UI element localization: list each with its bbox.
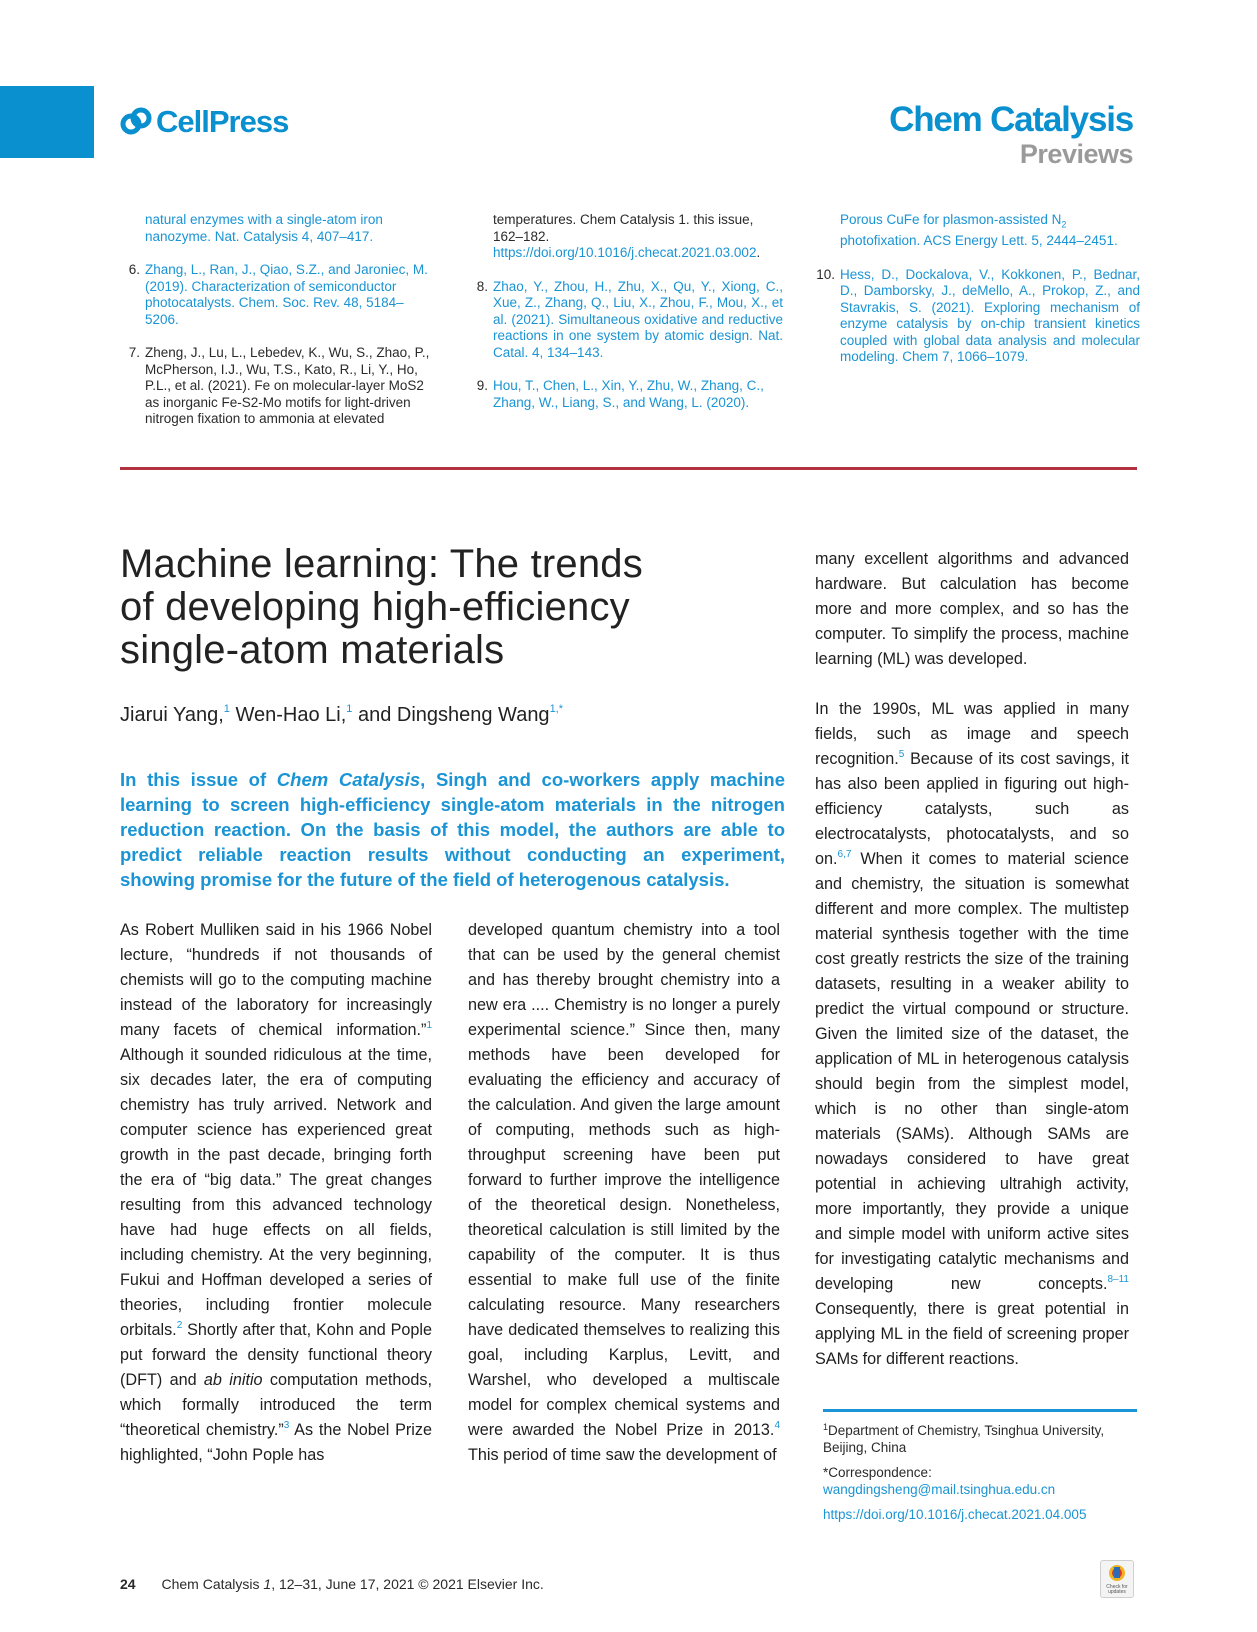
affiliation-marker[interactable]: 1,* [549, 703, 564, 715]
body-column-3 [815, 547, 1129, 1372]
reference-item [815, 267, 1140, 366]
body-column-1 [120, 918, 432, 1468]
reference-item [120, 345, 430, 428]
reference-number: 6. [128, 262, 140, 277]
citation-link[interactable]: 4 [774, 1420, 780, 1431]
reference-number: 10. [816, 266, 835, 282]
brand-color-block [0, 86, 94, 158]
body-paragraph: As Robert Mulliken said in his 1966 Nobel lecture, “hundreds if not thousands of chemists will go to the computing machine instead of the laboratory for increasingly many facets of chemical information.”$^1$ Although it sounded ridiculous at the time, six decades later, the era of computing chemistry has truly arrived. Network and computer science has experienced great growth in the past decade, bringing forth the era of “big data.” The great changes resulting from this advanced technology have had huge effects on all fields, including chemistry. At the very beginning, Fukui and Hoffman developed a series of theories, including frontier molecule orbitals.$^2$ Shortly after that, Kohn and Pople put forward the density functional theory (DFT) and ab initio computation methods, which formally introduced the term “theoretical chemistry.”$^3$ As the Nobel Prize highlighted, “John Pople has [120, 921, 432, 1464]
reference-text[interactable]: Hou, T., Chen, L., Xin, Y., Zhu, W., Zhang, C., Zhang, W., Liang, S., and Wang, L. (2020). [493, 378, 764, 410]
correspondence-label: *Correspondence: [823, 1465, 932, 1480]
citation-link[interactable]: 6,7 [837, 849, 852, 860]
page-footer [120, 1576, 544, 1592]
correspondence-email[interactable]: wangdingsheng@mail.tsinghua.edu.cn [823, 1482, 1056, 1497]
reference-item [468, 279, 783, 362]
affiliation-marker[interactable]: 1 [223, 703, 230, 715]
journal-name: Chem Catalysis [889, 100, 1133, 139]
reference-text[interactable]: Zhao, Y., Zhou, H., Zhu, X., Qu, Y., Xiong, C., Xue, Z., Zhang, Q., Liu, X., Zhou, F., Mou, X., et al. (2021). Simultaneous oxidative and reductive reactions in one system by atomic design. Nat. Catal. 4, 134–143. [493, 278, 783, 360]
reference-column-1 [120, 212, 430, 445]
reference-column-2 [468, 212, 783, 428]
publisher-name: CellPress [156, 104, 289, 139]
body-paragraph: developed quantum chemistry into a tool that can be used by the general chemist and has thereby brought chemistry into a new era .... Chemistry is no longer a purely experimental science.” Since then, many methods have been developed for evaluating the efficiency and accuracy of the calculation. And given the large amount of computing, methods such as high-throughput screening have been put forward to further improve the intelligence of the theoretical design. Nonetheless, theoretical calculation is still limited by the capability of the computer. It is thus essential to make full use of the finite calculating resource. Many researchers have dedicated themselves to realizing this goal, including Karplus, Levitt, and Warshel, who developed a multiscale model for complex chemical systems and were awarded the Nobel Prize in 2013.$^4$ This period of time saw the development of [468, 921, 780, 1464]
reference-text[interactable]: natural enzymes with a single-atom iron nanozyme. Nat. Catalysis 4, 407–417. [145, 212, 383, 244]
body-paragraph: many excellent algorithms and advanced hardware. But calculation has become more and more complex, and so has the computer. To simplify the process, machine learning (ML) was developed. [815, 550, 1129, 668]
citation-link[interactable]: 2 [176, 1320, 183, 1331]
article-abstract: In this issue of Chem Catalysis, Singh and co-workers apply machine learning to screen high-efficiency single-atom materials in the nitrogen reduction reaction. On the basis of this model, the authors are able to predict reliable reaction results without conducting an experiment, showing promise for the future of the field of heterogenous catalysis. [120, 769, 785, 890]
citation-link[interactable]: 1 [426, 1020, 432, 1031]
section-label: Previews [1019, 139, 1133, 169]
page-number: 24 [120, 1576, 136, 1592]
cellpress-logo-icon [120, 107, 152, 137]
reference-item: temperatures. Chem Catalysis 1. this issue, 162–182. https://doi.org/10.1016/j.checat.2021.03.002. [493, 212, 761, 260]
body-column-2 [468, 918, 780, 1468]
author-name: and Dingsheng Wang [352, 704, 550, 726]
citation-link[interactable]: 5 [898, 749, 905, 760]
author-name: Jiarui Yang, [120, 704, 224, 726]
article-title: Machine learning: The trends of developing high-efficiency single-atom materials [120, 542, 643, 672]
bookmark-icon [1108, 1564, 1126, 1584]
reference-item [120, 262, 430, 328]
badge-label: Check for updates [1106, 1584, 1128, 1595]
section-divider [120, 467, 1137, 470]
affiliation-block [823, 1422, 1143, 1523]
article-doi-link[interactable]: https://doi.org/10.1016/j.checat.2021.04.005 [823, 1507, 1087, 1522]
author-list [120, 703, 563, 727]
reference-number: 7. [128, 345, 140, 360]
reference-item [120, 212, 430, 245]
reference-item [468, 378, 783, 411]
affiliation-marker[interactable]: 1 [346, 703, 353, 715]
body-paragraph: In the 1990s, ML was applied in many fields, such as image and speech recognition.$^5$ Because of its cost savings, it has also been applied in figuring out high-efficiency catalysts, such as electrocatalysts, photocatalysts, and so on.$^{6,7}$ When it comes to material science and chemistry, the situation is somewhat different and more complex. The multistep material synthesis together with the time cost greatly restricts the size of the training datasets, resulting in a weaker ability to predict the virtual compound or structure. Given the limited size of the dataset, the application of ML in heterogenous catalysis should begin from the simplest model, which is no other than single-atom materials (SAMs). Although SAMs are nowadays considered to have great potential in achieving ultrahigh activity, more importantly, they provide a unique and simple model with uniform active sites for investigating catalytic mechanisms and developing new concepts.$^{8-11}$ Consequently, there is great potential in applying ML in the field of screening proper SAMs for different reactions. [815, 700, 1129, 1368]
affiliation-text: $^1$Department of Chemistry, Tsinghua University, Beijing, China [823, 1422, 1105, 1455]
reference-number: 9. [476, 378, 488, 393]
reference-number: 8. [476, 278, 488, 294]
reference-item [815, 212, 1140, 250]
affiliation-divider [823, 1409, 1137, 1412]
publisher-logo[interactable] [120, 104, 288, 140]
reference-text: Zheng, J., Lu, L., Lebedev, K., Wu, S., Zhao, P., McPherson, I.J., Wu, T.S., Kato, R., Li, Y., Ho, P.L., et al. (2021). Fe on molecular-layer MoS2 as inorganic Fe-S2-Mo motifs for light-driven nitrogen fixation to ammonia at elevated [145, 345, 430, 426]
reference-text[interactable]: Hess, D., Dockalova, V., Kokkonen, P., Bednar, D., Damborsky, J., deMello, A., Prokop, Z., and Stavrakis, S. (2021). Exploring mechanism of enzyme catalysis by on-chip transient kinetics coupled with global data analysis and molecular modeling. Chem 7, 1066–1079. [840, 266, 1140, 365]
reference-text[interactable]: Zhang, L., Ran, J., Qiao, S.Z., and Jaroniec, M. (2019). Characterization of semiconductor photocatalysts. Chem. Soc. Rev. 48, 5184–5206. [145, 262, 428, 327]
reference-text[interactable]: Porous CuFe for plasmon-assisted $N_2$ photofixation. ACS Energy Lett. 5, 2444–2451. [840, 212, 1118, 249]
author-name: Wen-Hao Li, [229, 704, 347, 726]
check-for-updates-badge[interactable] [1100, 1560, 1134, 1598]
citation-link[interactable]: 8–11 [1107, 1274, 1129, 1285]
reference-column-3 [815, 212, 1140, 383]
journal-masthead[interactable] [889, 100, 1133, 168]
reference-doi-link[interactable]: https://doi.org/10.1016/j.checat.2021.03.002 [493, 245, 757, 260]
reference-text: temperatures. Chem Catalysis 1. this issue, 162–182. [493, 212, 754, 244]
footer-citation: Chem Catalysis 1, 12–31, June 17, 2021 © 2021 Elsevier Inc. [161, 1576, 544, 1592]
citation-link[interactable]: 3 [283, 1420, 290, 1431]
